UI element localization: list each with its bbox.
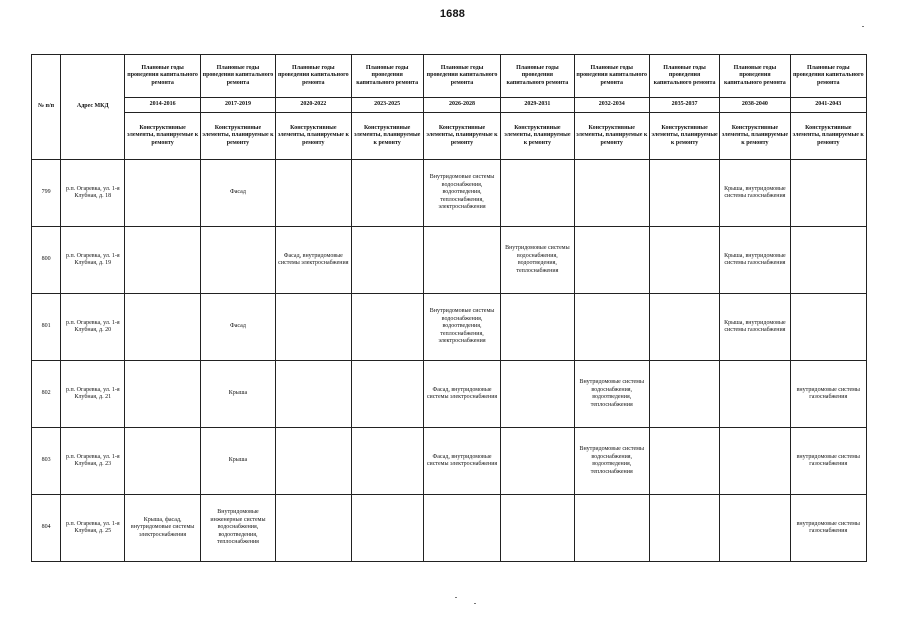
table-row xyxy=(32,227,867,294)
repair-cell xyxy=(125,361,200,428)
period-title: Плановые годы проведения капитального ремонта xyxy=(649,55,719,98)
repair-cell xyxy=(276,160,351,227)
repair-cell xyxy=(125,227,200,294)
repair-cell xyxy=(720,361,790,428)
repair-cell xyxy=(276,495,351,562)
repair-cell xyxy=(501,428,574,495)
repair-cell xyxy=(649,361,719,428)
repair-cell xyxy=(200,227,275,294)
repair-cell xyxy=(351,160,423,227)
repair-cell: Внутридомовые системы водоснабжения, водоотведения, теплоснабжения xyxy=(501,227,574,294)
repair-cell: Фасад xyxy=(200,160,275,227)
period-elements: Конструктивные элементы, планируемые к ремонту xyxy=(200,113,275,160)
repair-cell xyxy=(574,160,649,227)
row-number: 801 xyxy=(32,294,61,361)
period-elements: Конструктивные элементы, планируемые к ремонту xyxy=(501,113,574,160)
repair-cell xyxy=(423,495,500,562)
repair-cell: Фасад, внутридомовые системы электроснабжения xyxy=(276,227,351,294)
row-number: 802 xyxy=(32,361,61,428)
repair-cell xyxy=(790,227,866,294)
table-body xyxy=(32,160,867,562)
period-title: Плановые годы проведения капитального ремонта xyxy=(200,55,275,98)
repair-cell: Внутридомовые системы водоснабжения, водоотведения, теплоснабжения xyxy=(574,428,649,495)
repair-cell: Крыша, фасад, внутридомовые системы электроснабжения xyxy=(125,495,200,562)
table-header xyxy=(32,55,867,160)
capital-repair-table xyxy=(31,54,867,562)
page-number: 1688 xyxy=(439,8,466,20)
repair-cell xyxy=(125,294,200,361)
repair-cell: Крыша xyxy=(200,361,275,428)
repair-cell xyxy=(720,428,790,495)
period-elements: Конструктивные элементы, планируемые к ремонту xyxy=(125,113,200,160)
repair-cell: внутридомовые системы газоснабжения xyxy=(790,495,866,562)
repair-cell xyxy=(351,495,423,562)
row-address: р.п. Огаревка, ул. 1-я Клубная, д. 25 xyxy=(61,495,125,562)
period-years: 2038-2040 xyxy=(720,98,790,113)
header-row-elements xyxy=(32,113,867,160)
repair-cell xyxy=(501,160,574,227)
period-elements: Конструктивные элементы, планируемые к ремонту xyxy=(276,113,351,160)
repair-cell xyxy=(351,294,423,361)
period-years: 2023-2025 xyxy=(351,98,423,113)
period-years: 2041-2043 xyxy=(790,98,866,113)
repair-cell xyxy=(125,160,200,227)
row-address: р.п. Огаревка, ул. 1-я Клубная, д. 18 xyxy=(61,160,125,227)
period-title: Плановые годы проведения капитального ремонта xyxy=(125,55,200,98)
repair-cell: Внутридомовые системы водоснабжения, водоотведения, теплоснабжения, электроснабжения xyxy=(423,160,500,227)
header-row-titles xyxy=(32,55,867,98)
period-years: 2026-2028 xyxy=(423,98,500,113)
repair-cell: Внутридомовые инженерные системы водоснабжения, водоотведения, теплоснабжения xyxy=(200,495,275,562)
period-title: Плановые годы проведения капитального ремонта xyxy=(790,55,866,98)
repair-cell: внутридомовые системы газоснабжения xyxy=(790,428,866,495)
repair-cell xyxy=(649,227,719,294)
repair-cell: Крыша, внутридомовые системы газоснабжения xyxy=(720,227,790,294)
table-row xyxy=(32,495,867,562)
repair-cell xyxy=(649,294,719,361)
period-elements: Конструктивные элементы, планируемые к ремонту xyxy=(720,113,790,160)
period-years: 2032-2034 xyxy=(574,98,649,113)
row-number: 803 xyxy=(32,428,61,495)
period-title: Плановые годы проведения капитального ремонта xyxy=(574,55,649,98)
repair-cell xyxy=(649,160,719,227)
period-title: Плановые годы проведения капитального ремонта xyxy=(720,55,790,98)
row-number: 799 xyxy=(32,160,61,227)
scan-speck xyxy=(455,597,457,598)
repair-cell: Фасад xyxy=(200,294,275,361)
repair-cell: внутридомовые системы газоснабжения xyxy=(790,361,866,428)
repair-cell xyxy=(790,160,866,227)
scan-speck xyxy=(474,603,476,604)
repair-cell xyxy=(423,227,500,294)
repair-cell xyxy=(649,428,719,495)
period-title: Плановые годы проведения капитального ремонта xyxy=(501,55,574,98)
period-years: 2029-2031 xyxy=(501,98,574,113)
repair-cell xyxy=(574,294,649,361)
repair-cell xyxy=(574,227,649,294)
period-elements: Конструктивные элементы, планируемые к ремонту xyxy=(790,113,866,160)
repair-cell xyxy=(501,495,574,562)
repair-cell xyxy=(351,361,423,428)
period-years: 2035-2037 xyxy=(649,98,719,113)
period-years: 2020-2022 xyxy=(276,98,351,113)
repair-cell xyxy=(276,428,351,495)
period-elements: Конструктивные элементы, планируемые к ремонту xyxy=(649,113,719,160)
repair-cell: Внутридомовые системы водоснабжения, водоотведения, теплоснабжения, электроснабжения xyxy=(423,294,500,361)
period-elements: Конструктивные элементы, планируемые к ремонту xyxy=(351,113,423,160)
column-header-number: № п/п xyxy=(32,55,61,160)
period-title: Плановые годы проведения капитального ремонта xyxy=(351,55,423,98)
row-number: 800 xyxy=(32,227,61,294)
row-address: р.п. Огаревка, ул. 1-я Клубная, д. 19 xyxy=(61,227,125,294)
repair-cell xyxy=(574,495,649,562)
period-title: Плановые годы проведения капитального ремонта xyxy=(423,55,500,98)
repair-cell xyxy=(125,428,200,495)
repair-cell xyxy=(790,294,866,361)
repair-cell: Крыша xyxy=(200,428,275,495)
repair-cell xyxy=(720,495,790,562)
repair-cell xyxy=(351,227,423,294)
row-address: р.п. Огаревка, ул. 1-я Клубная, д. 21 xyxy=(61,361,125,428)
repair-cell xyxy=(501,361,574,428)
period-elements: Конструктивные элементы, планируемые к ремонту xyxy=(574,113,649,160)
table-row xyxy=(32,160,867,227)
repair-cell: Крыша, внутридомовые системы газоснабжения xyxy=(720,294,790,361)
repair-cell xyxy=(501,294,574,361)
repair-cell xyxy=(276,361,351,428)
table-row xyxy=(32,294,867,361)
repair-cell: Фасад, внутридомовые системы электроснабжения xyxy=(423,361,500,428)
repair-cell: Крыша, внутридомовые системы газоснабжения xyxy=(720,160,790,227)
row-address: р.п. Огаревка, ул. 1-я Клубная, д. 20 xyxy=(61,294,125,361)
column-header-address: Адрес МКД xyxy=(61,55,125,160)
period-title: Плановые годы проведения капитального ремонта xyxy=(276,55,351,98)
table-row xyxy=(32,428,867,495)
period-years: 2014-2016 xyxy=(125,98,200,113)
header-row-years xyxy=(32,98,867,113)
repair-cell: Фасад, внутридомовые системы электроснабжения xyxy=(423,428,500,495)
scan-speck xyxy=(862,26,864,27)
repair-cell xyxy=(276,294,351,361)
repair-cell xyxy=(351,428,423,495)
row-number: 804 xyxy=(32,495,61,562)
period-elements: Конструктивные элементы, планируемые к ремонту xyxy=(423,113,500,160)
table-row xyxy=(32,361,867,428)
row-address: р.п. Огаревка, ул. 1-я Клубная, д. 23 xyxy=(61,428,125,495)
repair-cell: Внутридомовые системы водоснабжения, водоотведения, теплоснабжения xyxy=(574,361,649,428)
period-years: 2017-2019 xyxy=(200,98,275,113)
repair-cell xyxy=(649,495,719,562)
